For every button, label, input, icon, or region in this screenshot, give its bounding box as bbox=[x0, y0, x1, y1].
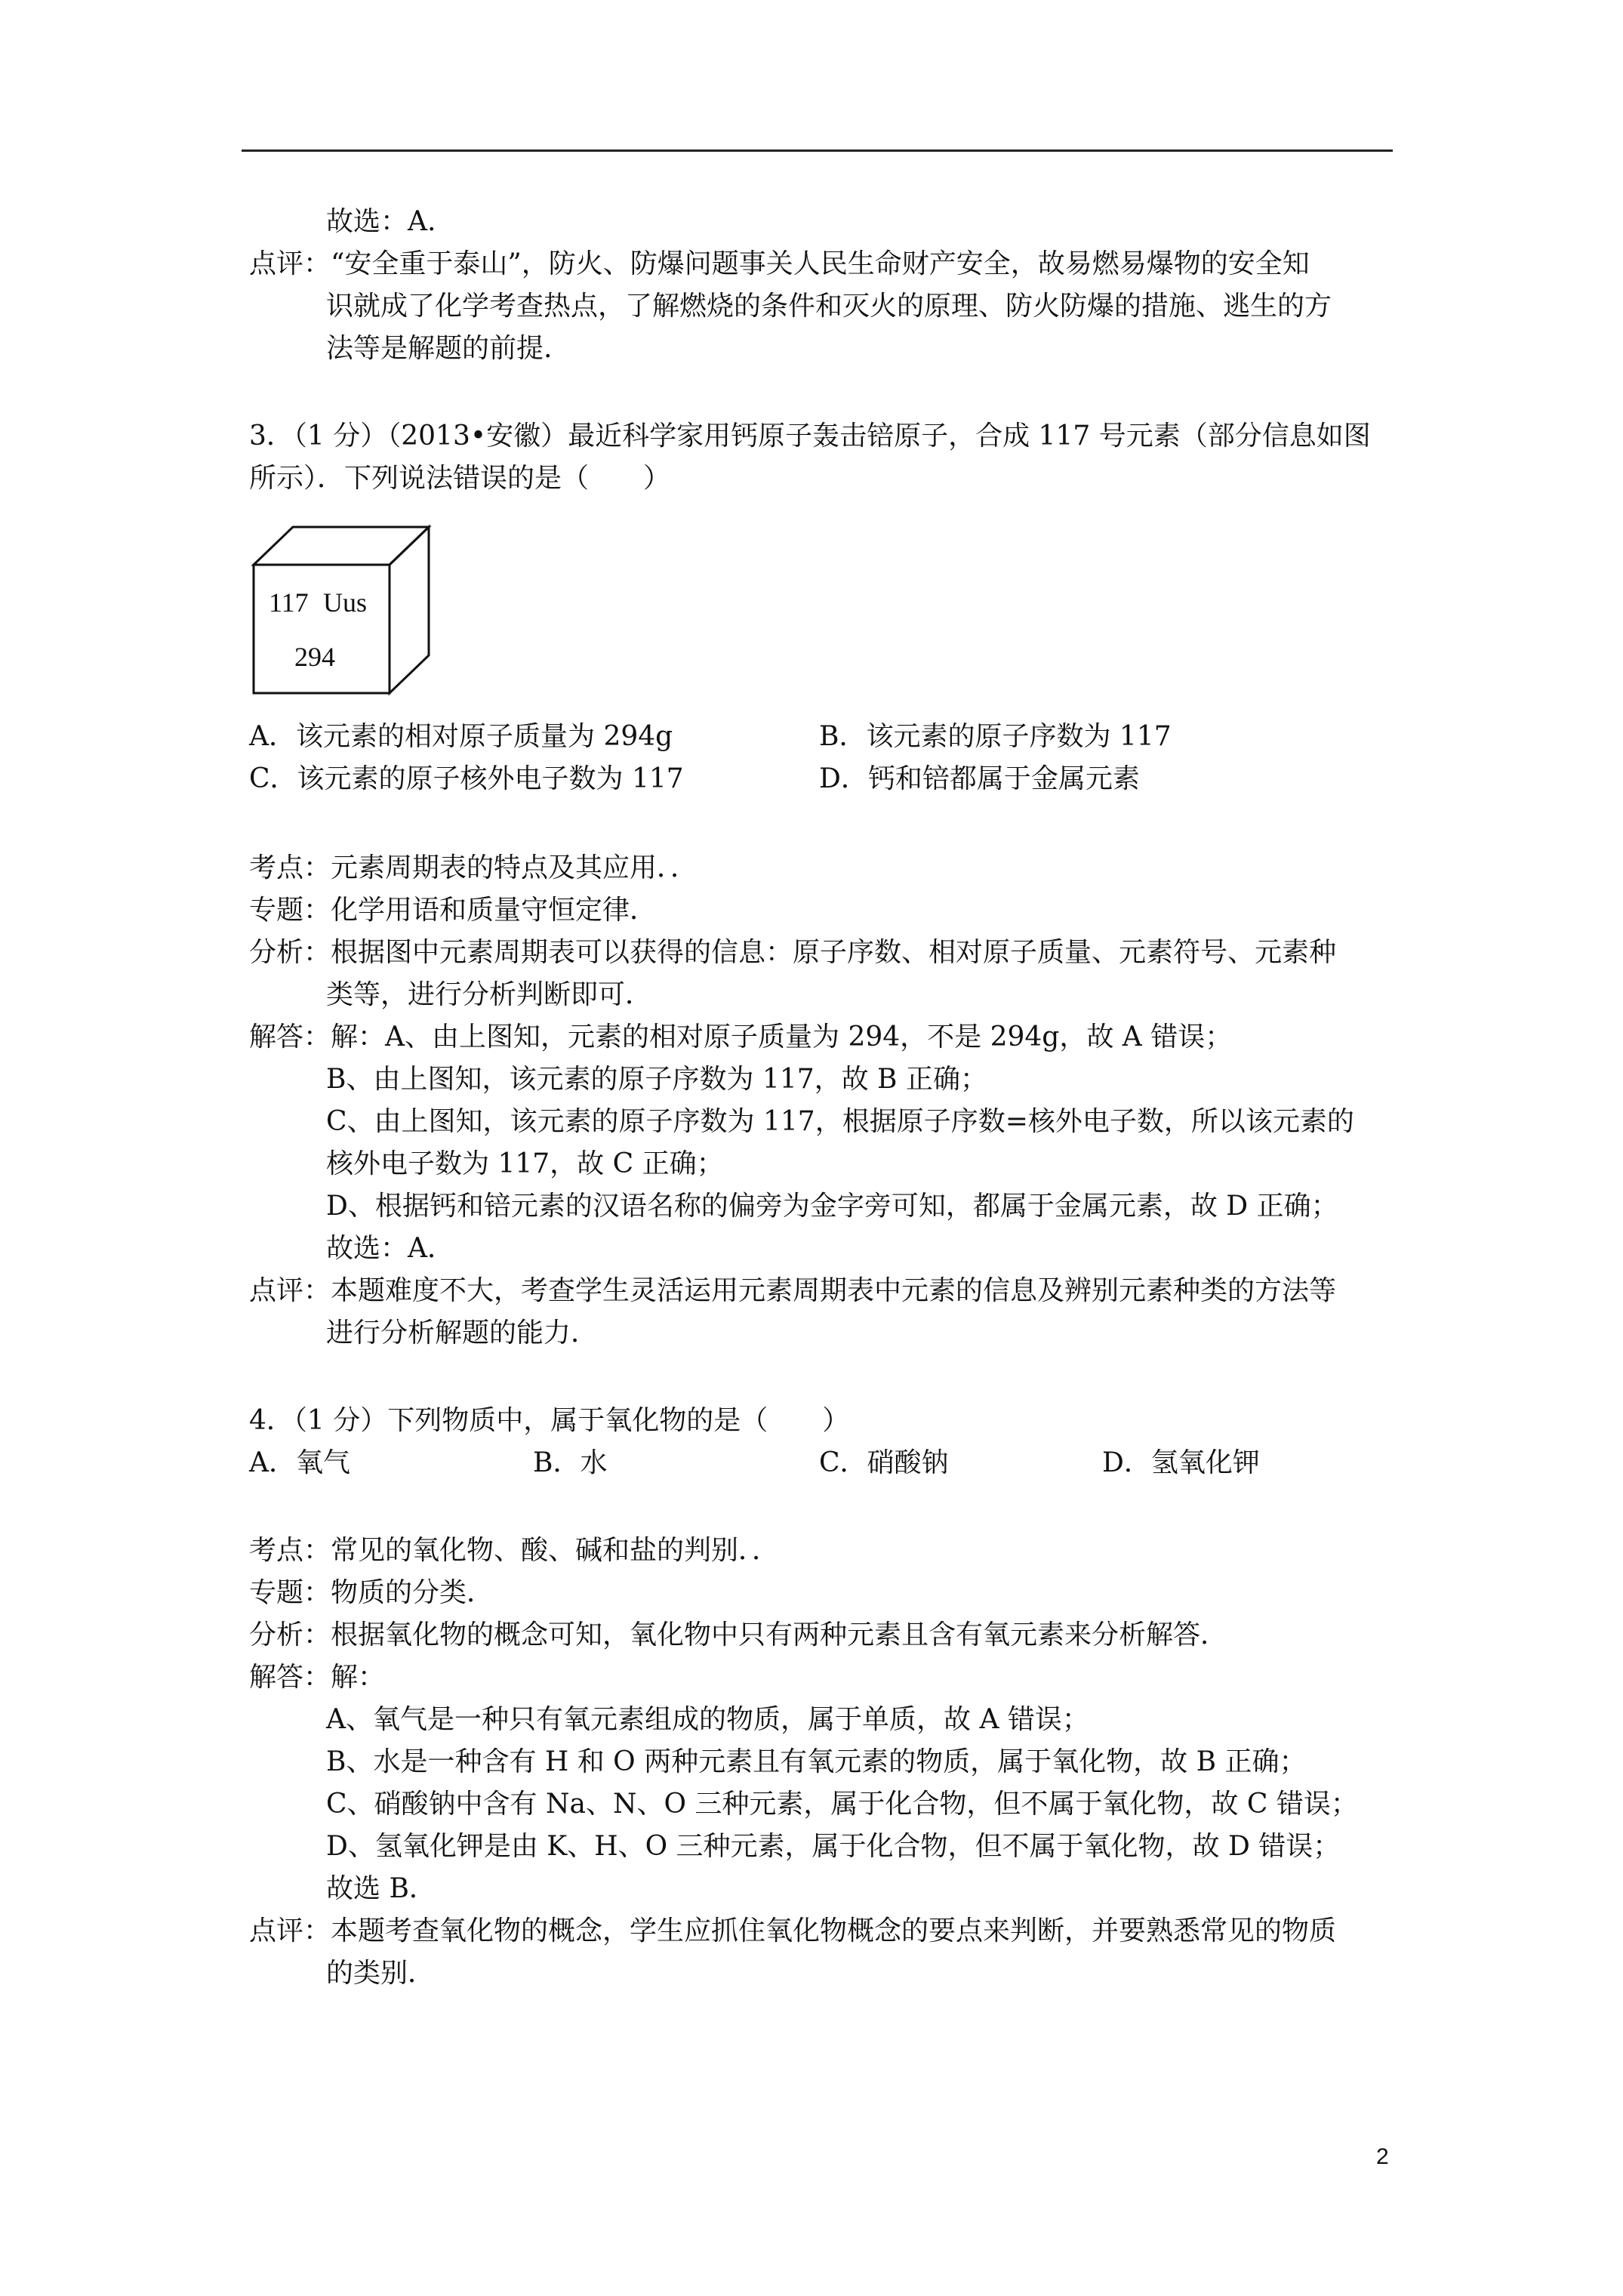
element-atomic-number: 117 bbox=[269, 587, 309, 618]
text-line: 点评：本题难度不大，考查学生灵活运用元素周期表中元素的信息及辨别元素种类的方法等 bbox=[249, 1275, 1337, 1306]
text-line: 进行分析解题的能力． bbox=[326, 1318, 599, 1348]
text-line: 点评：“安全重于泰山”，防火、防爆问题事关人民生命财产安全，故易燃易爆物的安全知 bbox=[249, 248, 1310, 279]
cube-side-face bbox=[390, 527, 429, 693]
cube-top-face bbox=[254, 527, 429, 565]
text-line: 分析：根据图中元素周期表可以获得的信息：原子序数、相对原子质量、元素符号、元素种 bbox=[249, 937, 1337, 968]
header-rule bbox=[242, 149, 1393, 152]
text-line: C、由上图知，该元素的原子序数为 117，根据原子序数=核外电子数，所以该元素的 bbox=[326, 1106, 1354, 1137]
option-c: C．该元素的原子核外电子数为 117 bbox=[249, 763, 684, 794]
text-line: 分析：根据氧化物的概念可知，氧化物中只有两种元素且含有氧元素来分析解答． bbox=[249, 1620, 1228, 1650]
text-line: B、由上图知，该元素的原子序数为 117，故 B 正确； bbox=[326, 1064, 987, 1095]
text-line: 故选 B． bbox=[326, 1873, 436, 1904]
option-b: B．水 bbox=[533, 1447, 608, 1478]
option-d: D．钙和锫都属于金属元素 bbox=[819, 763, 1140, 794]
option-d: D．氢氧化钾 bbox=[1102, 1447, 1260, 1478]
option-a: A．氧气 bbox=[249, 1447, 350, 1478]
text-line: 核外电子数为 117，故 C 正确； bbox=[326, 1148, 724, 1179]
text-line: B、水是一种含有 H 和 O 两种元素且有氧元素的物质，属于氧化物，故 B 正确； bbox=[326, 1746, 1307, 1777]
text-line: 考点：常见的氧化物、酸、碱和盐的判别．． bbox=[249, 1535, 780, 1566]
text-line: C、硝酸钠中含有 Na、N、O 三种元素，属于化合物，但不属于氧化物，故 C 错误； bbox=[326, 1789, 1358, 1820]
element-card-figure bbox=[248, 521, 433, 702]
text-line: 的类别． bbox=[326, 1958, 436, 1989]
question-4-stem: 4．（1 分）下列物质中，属于氧化物的是（ ） bbox=[249, 1405, 850, 1436]
text-line: A、氧气是一种只有氧元素组成的物质，属于单质，故 A 错误； bbox=[326, 1704, 1089, 1735]
page-number: 2 bbox=[1376, 2144, 1389, 2169]
text-line: D、根据钙和锫元素的汉语名称的偏旁为金字旁可知，都属于金属元素，故 D 正确； bbox=[326, 1191, 1338, 1222]
text-line: 点评：本题考查氧化物的概念，学生应抓住氧化物概念的要点来判断，并要熟悉常见的物质 bbox=[249, 1915, 1337, 1946]
text-line: 类等，进行分析判断即可． bbox=[326, 979, 653, 1010]
element-symbol: Uus bbox=[323, 587, 368, 618]
text-line: 考点：元素周期表的特点及其应用．． bbox=[249, 852, 698, 883]
question-3-stem: 所示）．下列说法错误的是（ ） bbox=[249, 463, 671, 494]
option-c: C．硝酸钠 bbox=[819, 1447, 949, 1478]
option-a: A．该元素的相对原子质量为 294g bbox=[249, 721, 673, 752]
text-line: 专题：物质的分类． bbox=[249, 1577, 494, 1608]
text-line: 故选：A. bbox=[326, 206, 436, 237]
text-line: 解答：解： bbox=[249, 1662, 386, 1693]
text-line: 专题：化学用语和质量守恒定律． bbox=[249, 895, 658, 926]
cube-front-face bbox=[254, 565, 390, 693]
question-3-stem: 3．（1 分）（2013•安徽）最近科学家用钙原子轰击锫原子，合成 117 号元素（部分信息如图 bbox=[249, 421, 1371, 451]
text-line: 故选：A． bbox=[326, 1233, 454, 1264]
text-line: D、氢氧化钾是由 K、H、O 三种元素，属于化合物，但不属于氧化物，故 D 错误； bbox=[326, 1831, 1341, 1862]
element-atomic-mass: 294 bbox=[294, 642, 335, 672]
text-line: 识就成了化学考查热点，了解燃烧的条件和灭火的原理、防火防爆的措施、逃生的方 bbox=[326, 291, 1332, 322]
option-b: B．该元素的原子序数为 117 bbox=[819, 721, 1172, 752]
text-line: 解答：解：A、由上图知，元素的相对原子质量为 294，不是 294g，故 A 错误； bbox=[249, 1022, 1233, 1052]
text-line: 法等是解题的前提. bbox=[326, 333, 553, 364]
